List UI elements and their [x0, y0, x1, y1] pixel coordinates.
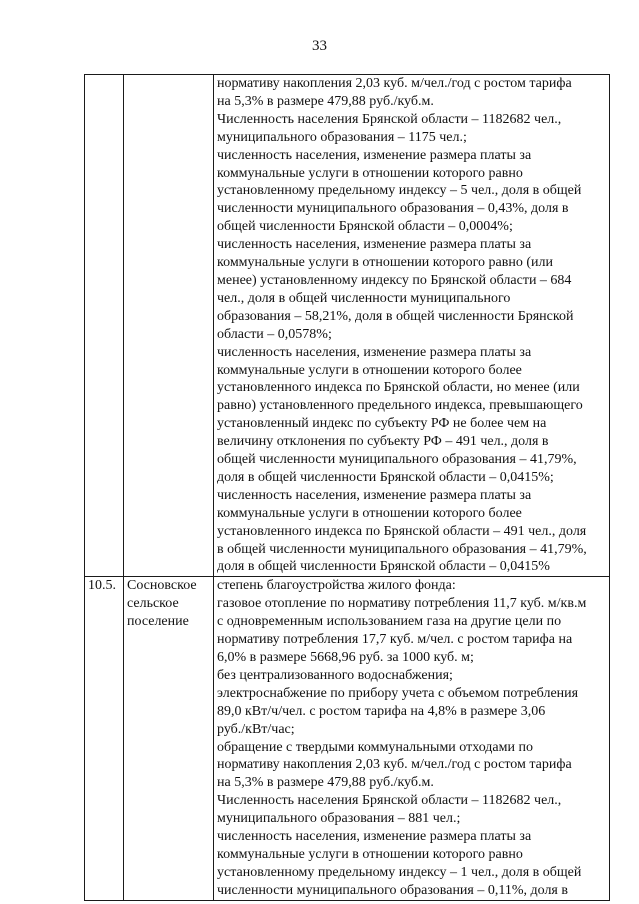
- text-line: с одновременным использованием газа на другие цели по: [217, 614, 562, 630]
- description-cell: [214, 75, 610, 577]
- text-line: коммунальные услуги в отношении которого более: [217, 362, 522, 378]
- description-cell: [214, 577, 610, 900]
- text-line: величину отклонения по субъекту РФ – 491 чел., доля в: [217, 434, 549, 450]
- text-line: численность населения, изменение размера платы за: [217, 237, 532, 253]
- text-line: нормативу накопления 2,03 куб. м/чел./год с ростом тарифа: [217, 757, 572, 773]
- text-line: 89,0 кВт/ч/чел. с ростом тарифа на 4,8% в размере 3,06: [217, 703, 546, 719]
- text-line: чел., доля в общей численности муниципального: [217, 290, 511, 306]
- text-line: численность населения, изменение размера платы за: [217, 344, 532, 360]
- text-line: установленному предельному индексу – 1 чел., доля в общей: [217, 864, 582, 880]
- text-line: доля в общей численности Брянской области – 0,0415%;: [217, 469, 554, 485]
- text-line: области – 0,0578%;: [217, 326, 332, 342]
- text-line: образования – 58,21%, доля в общей численности Брянской: [217, 308, 574, 324]
- table-row: [85, 75, 610, 577]
- text-line: установленного индекса по Брянской области – 491 чел., доля: [217, 523, 587, 539]
- text-line: руб./кВт/час;: [217, 721, 295, 737]
- text-line: муниципального образования – 1175 чел.;: [217, 129, 467, 145]
- municipality-name-cell: [124, 75, 214, 577]
- text-line: общей численности Брянской области – 0,0004%;: [217, 219, 513, 235]
- text-line: муниципального образования – 881 чел.;: [217, 811, 461, 827]
- name-line: Сосновское: [127, 578, 197, 594]
- text-line: Численность населения Брянской области – 1182682 чел.,: [217, 793, 562, 809]
- municipality-name-cell: [124, 577, 214, 900]
- row-number-cell: [85, 75, 124, 577]
- text-line: обращение с твердыми коммунальными отходами по: [217, 739, 533, 755]
- text-line: установленный индекс по субъекту РФ не более чем на: [217, 416, 547, 432]
- text-line: степень благоустройства жилого фонда:: [217, 578, 456, 594]
- text-line: коммунальные услуги в отношении которого равно (или: [217, 255, 553, 271]
- text-line: численности муниципального образования – 0,11%, доля в: [217, 882, 568, 898]
- text-line: численность населения, изменение размера платы за: [217, 829, 532, 845]
- text-line: численность населения, изменение размера платы за: [217, 147, 532, 163]
- text-line: доля в общей численности Брянской области – 0,0415%: [217, 559, 550, 575]
- text-line: газовое отопление по нормативу потребления 11,7 куб. м/кв.м: [217, 596, 587, 612]
- text-line: на 5,3% в размере 479,88 руб./куб.м.: [217, 93, 434, 109]
- text-line: Численность населения Брянской области – 1182682 чел.,: [217, 111, 562, 127]
- text-line: электроснабжение по прибору учета с объемом потребления: [217, 685, 579, 701]
- text-line: без централизованного водоснабжения;: [217, 667, 453, 683]
- text-line: численности муниципального образования – 0,43%, доля в: [217, 201, 569, 217]
- text-line: установленному предельному индексу – 5 чел., доля в общей: [217, 183, 582, 199]
- text-line: в общей численности муниципального образования – 41,79%,: [217, 541, 587, 557]
- text-line: нормативу накопления 2,03 куб. м/чел./год с ростом тарифа: [217, 76, 572, 91]
- text-line: равно) установленного предельного индекса, превышающего: [217, 398, 583, 414]
- name-line: поселение: [127, 614, 189, 630]
- table-row: [85, 577, 610, 900]
- text-line: коммунальные услуги в отношении которого равно: [217, 846, 523, 862]
- text-line: численность населения, изменение размера платы за: [217, 487, 532, 503]
- page-number: 33: [312, 38, 327, 54]
- text-line: на 5,3% в размере 479,88 руб./куб.м.: [217, 775, 434, 791]
- text-line: общей численности муниципального образования – 41,79%,: [217, 452, 577, 468]
- document-table: [84, 74, 610, 901]
- text-line: менее) установленному индексу по Брянской области – 684: [217, 272, 572, 288]
- row-number-cell: 10.5.: [85, 577, 124, 900]
- text-line: установленного индекса по Брянской области, но менее (или: [217, 380, 580, 396]
- text-line: коммунальные услуги в отношении которого равно: [217, 165, 523, 181]
- text-line: 6,0% в размере 5668,96 руб. за 1000 куб. м;: [217, 650, 474, 665]
- text-line: нормативу потребления 17,7 куб. м/чел. с ростом тарифа на: [217, 632, 573, 648]
- name-line: сельское: [127, 596, 179, 612]
- text-line: коммунальные услуги в отношении которого более: [217, 505, 522, 521]
